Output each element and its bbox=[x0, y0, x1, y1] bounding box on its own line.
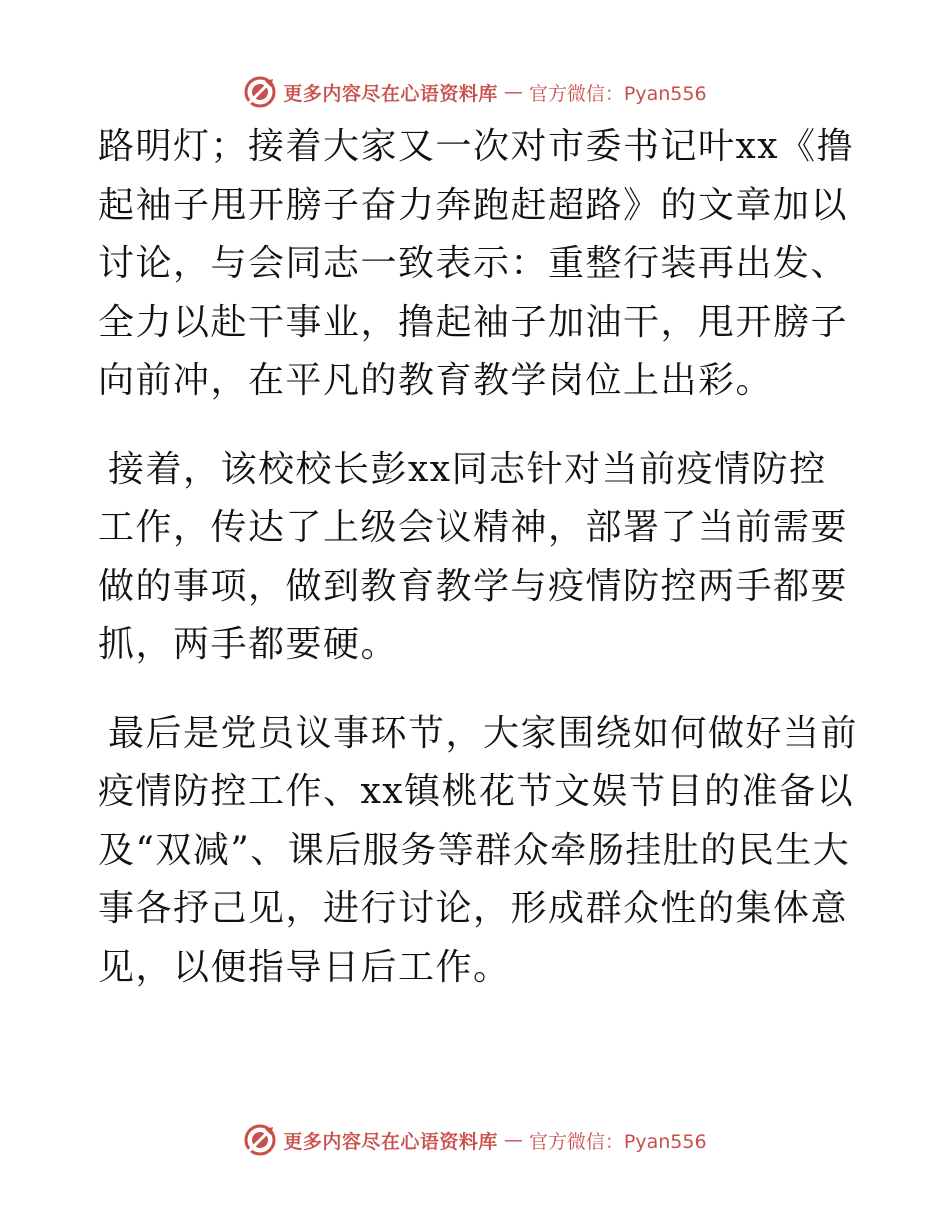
footer-watermark bbox=[0, 1120, 950, 1160]
pen-seal-icon bbox=[243, 75, 277, 109]
watermark-contact: 官方微信：Pyan556 bbox=[528, 1130, 707, 1153]
paragraph-3: 最后是党员议事环节，大家围绕如何做好当前疫情防控工作、xx镇桃花节文娱节目的准备以及“双减”、课后服务等群众牵肠挂肚的民生大事各抒己见，进行讨论，形成群众性的集体意见，以便指导日后工作。 bbox=[98, 712, 859, 988]
watermark-label: 更多内容尽在心语资料库 bbox=[283, 1130, 498, 1153]
paragraph-2: 接着，该校校长彭xx同志针对当前疫情防控工作，传达了上级会议精神，部署了当前需要做的事项，做到教育教学与疫情防控两手都要抓，两手都要硬。 bbox=[98, 448, 849, 665]
paragraph-1: 路明灯；接着大家又一次对市委书记叶xx《撸起袖子甩开膀子奋力奔跑赶超路》的文章加以讨论，与会同志一致表示：重整行装再出发、全力以赴干事业，撸起袖子加油干，甩开膀子向前冲，在平凡的教育教学岗位上出彩。 bbox=[98, 126, 855, 401]
watermark-separator: — bbox=[503, 1129, 523, 1151]
header-watermark bbox=[0, 72, 950, 112]
watermark-separator: — bbox=[503, 81, 523, 103]
watermark-contact: 官方微信：Pyan556 bbox=[528, 82, 707, 105]
document-body bbox=[98, 118, 860, 1027]
watermark-label: 更多内容尽在心语资料库 bbox=[283, 82, 498, 105]
pen-seal-icon bbox=[243, 1123, 277, 1157]
